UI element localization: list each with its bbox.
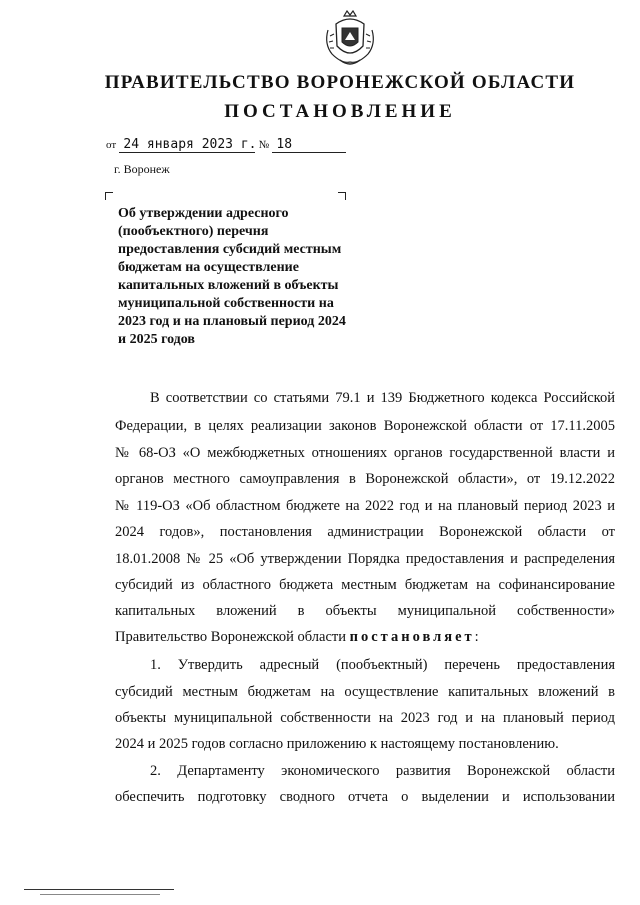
subject-line: предоставления субсидий местным (118, 242, 342, 257)
resolve-prefix: Правительство Воронежской области (115, 629, 347, 645)
body-line: В соответствии со статьями 79.1 и 139 Бюджетного кодекса Российской (150, 390, 615, 406)
date-prefix: от (106, 139, 117, 151)
item-1-line: 2024 и 2025 годов согласно приложению к настоящему постановлению. (115, 736, 559, 752)
body-line: № 68-ОЗ «О межбюджетных отношениях органов государственной власти и (115, 445, 615, 461)
body-line: 2024 годов», постановления администрации Воронежской области от (115, 524, 615, 540)
organization-title: ПРАВИТЕЛЬСТВО ВОРОНЕЖСКОЙ ОБЛАСТИ (104, 72, 576, 93)
subject-line: бюджетам на осуществление (118, 260, 299, 275)
footer-rule-secondary (40, 894, 160, 895)
city: г. Воронеж (114, 162, 170, 176)
subject-line: 2023 год и на плановый период 2024 (118, 314, 346, 329)
subject-block (118, 205, 378, 349)
document-date: 24 января 2023 г. (119, 137, 255, 153)
body-line: Федерации, в целях реализации законов Воронежской области от 17.11.2005 (115, 418, 615, 434)
item-2-line: обеспечить подготовку сводного отчета о выделении и использовании (115, 789, 615, 805)
item-1-line: объекты муниципальной собственности на 2023 год и на плановый период (115, 710, 615, 726)
document-type: ПОСТАНОВЛЕНИЕ (224, 101, 456, 122)
footer-rule (24, 889, 174, 890)
resolve-suffix: : (474, 629, 479, 645)
subject-bracket-right (338, 192, 346, 200)
body-line: № 119-ОЗ «Об областном бюджете на 2022 год и на плановый период 2023 и (115, 498, 615, 514)
item-1-line: субсидий местным бюджетам на осуществление капитальных вложений в (115, 684, 615, 700)
body-line: органов местного самоуправления в Воронежской области», от 19.12.2022 (115, 471, 615, 487)
date-number-line (106, 136, 346, 153)
body-line: капитальных вложений в объекты муниципальной собственности» (115, 603, 615, 619)
item-2-line: 2. Департаменту экономического развития Воронежской области (150, 763, 615, 779)
subject-line: капитальных вложений в объекты (118, 278, 339, 293)
number-prefix: № (258, 139, 270, 151)
coat-of-arms-emblem (322, 10, 378, 70)
subject-line: (пообъектного) перечня (118, 224, 269, 239)
item-1-line: 1. Утвердить адресный (пообъектный) перечень предоставления (150, 657, 615, 673)
subject-line: Об утверждении адресного (118, 206, 289, 221)
resolve-line (115, 627, 615, 647)
body-line: субсидий из областного бюджета местным бюджетам на софинансирование (115, 577, 615, 593)
subject-line: и 2025 годов (118, 332, 195, 347)
document-number: 18 (272, 137, 346, 153)
subject-bracket-left (105, 192, 113, 200)
resolve-word: постановляет (349, 629, 475, 645)
body-line: 18.01.2008 № 25 «Об утверждении Порядка предоставления и распределения (115, 551, 615, 567)
subject-line: муниципальной собственности на (118, 296, 334, 311)
